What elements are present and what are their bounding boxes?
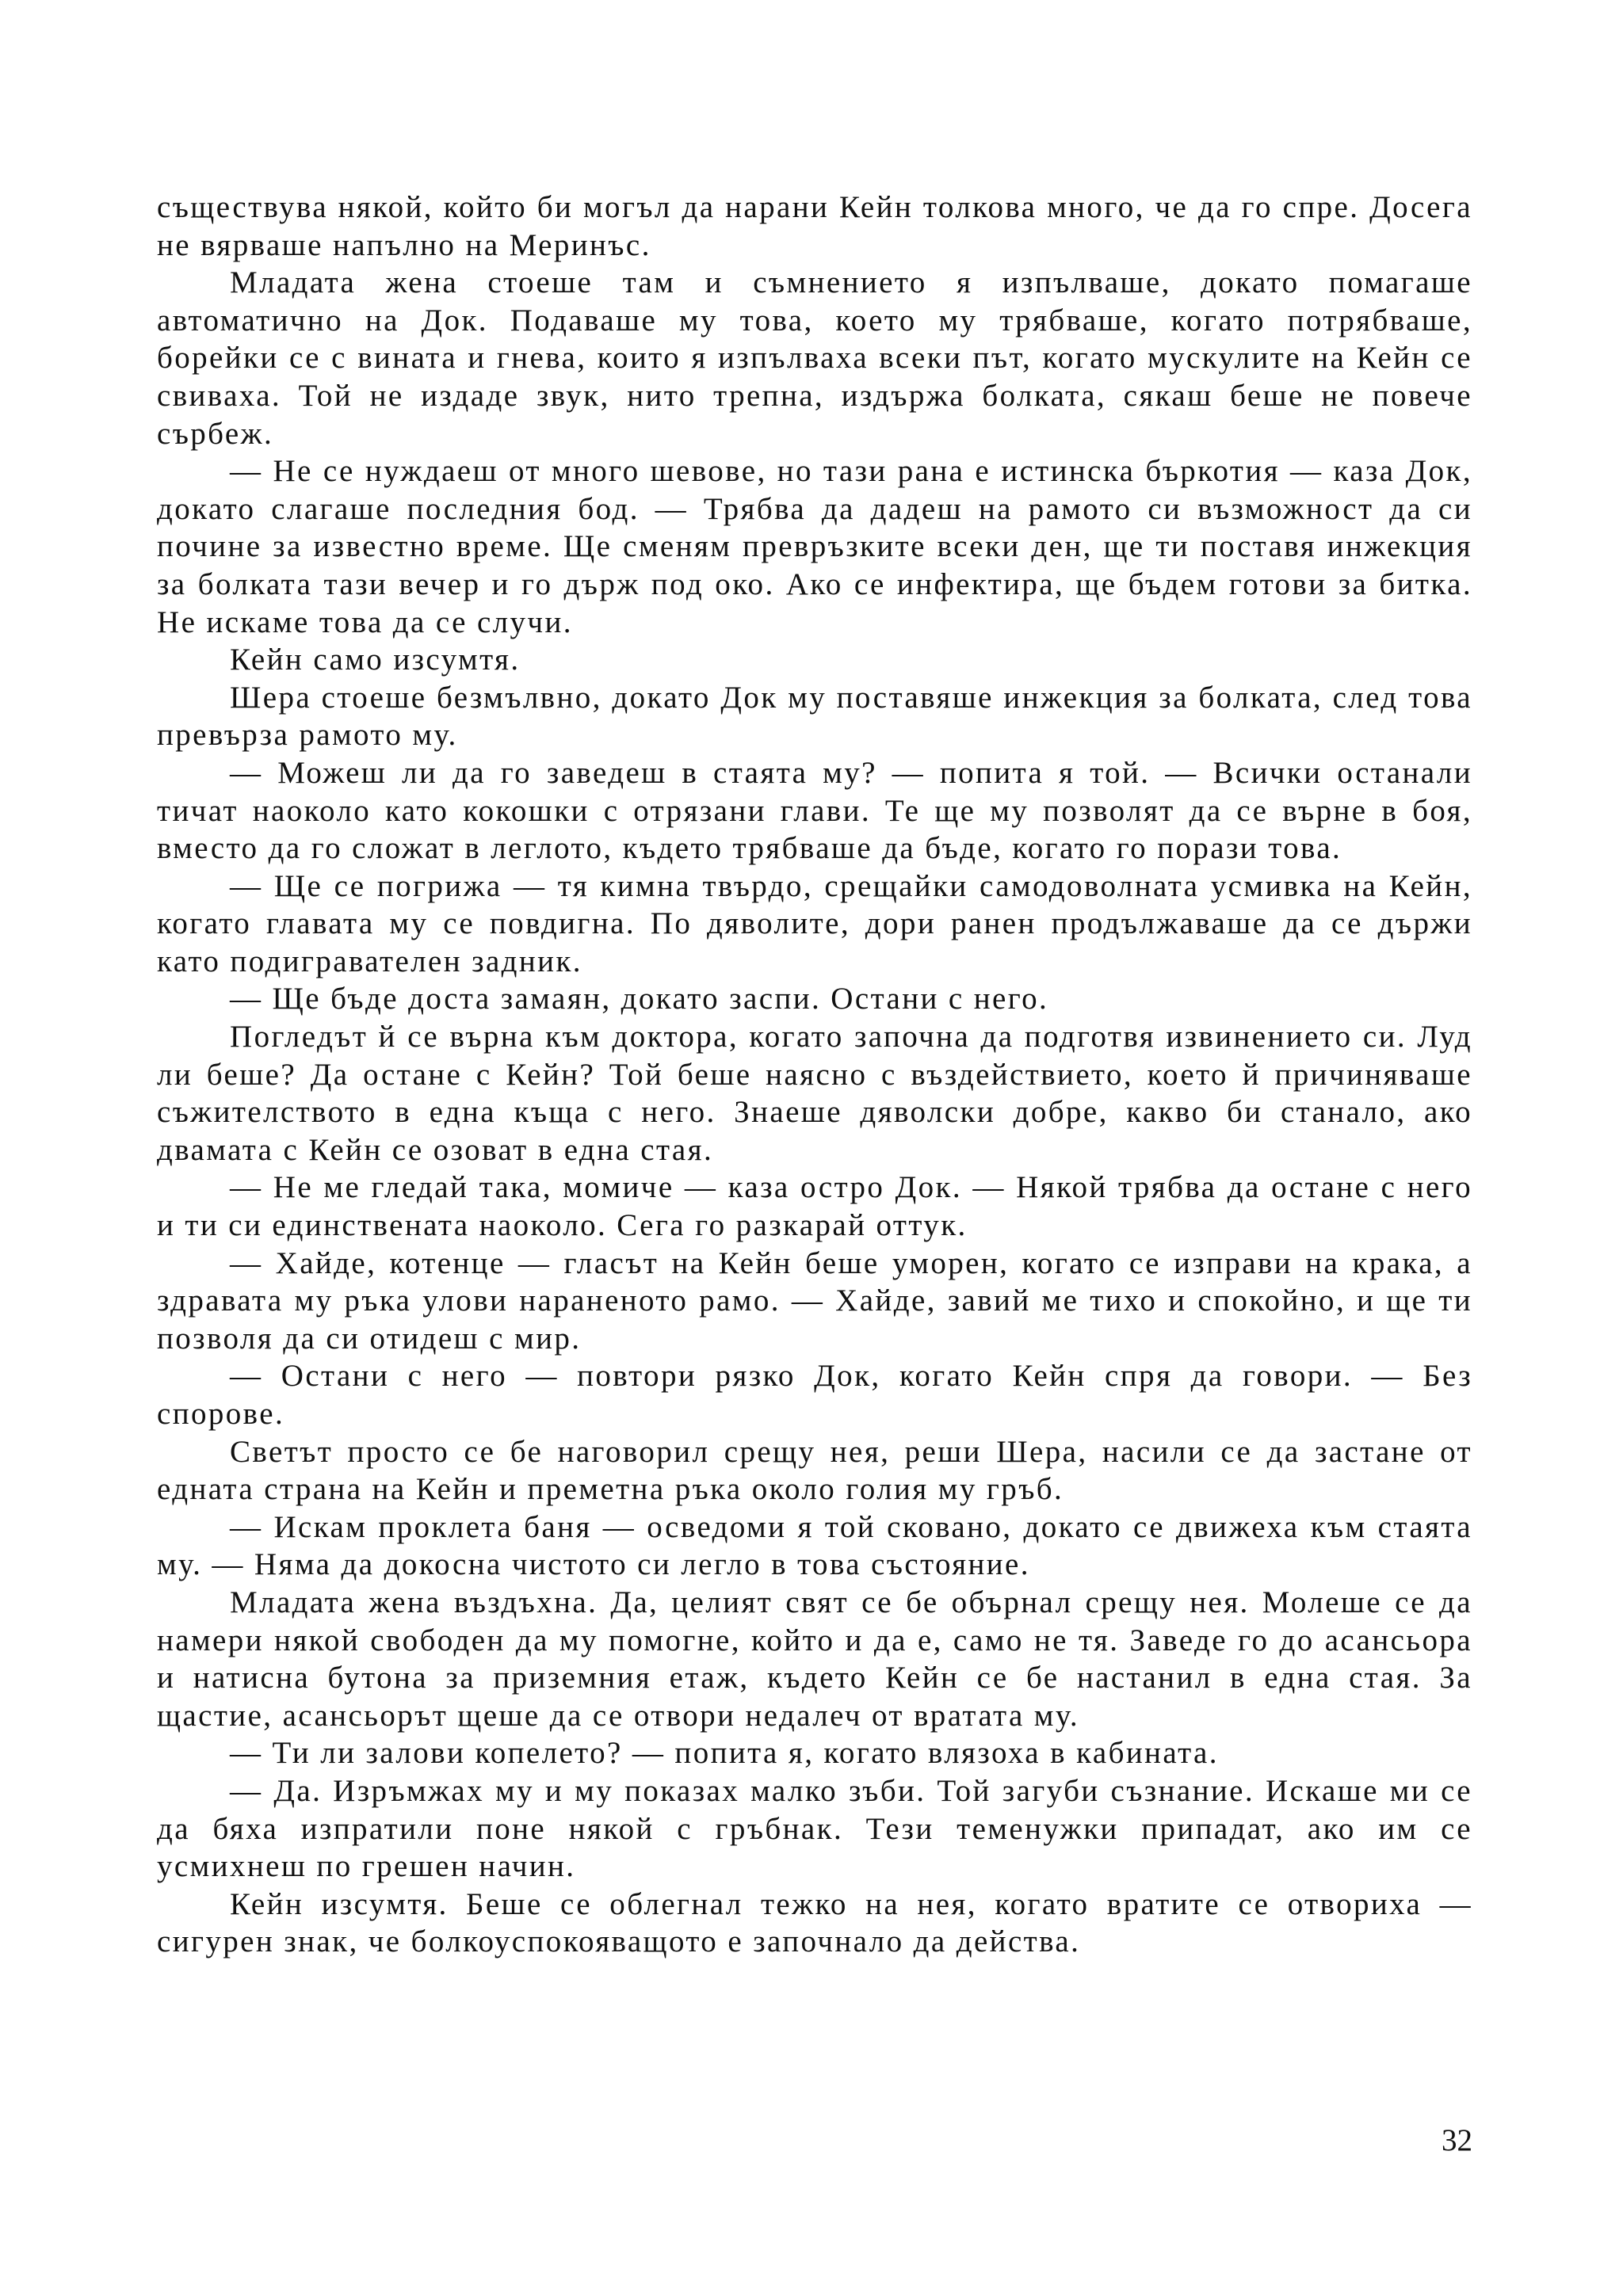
paragraph: Погледът й се върна към доктора, когато започна да подготвя извинението си. Луд ли беше? Да остане с Кейн? Той беше наясно с въздействието, което й причиняваше съжителството в една къща с него. Знаеше дяволски добре, какво би станало, ако двамата с Кейн се озоват в една стая. xyxy=(157,1020,1472,1167)
paragraph: — Не се нуждаеш от много шевове, но тази рана е истинска бъркотия — каза Док, докато слагаше последния бод. — Трябва да дадеш на рамото си възможност да си почине за известно време. Ще сменям превръзките всеки ден, ще ти поставя инжекция за болката тази вечер и го държ под око. Ако се инфектира, ще бъдем готови за битка. Не искаме това да се случи. xyxy=(157,454,1472,639)
paragraph: — Не ме гледай така, момиче — каза остро Док. — Някой трябва да остане с него и ти си единствената наоколо. Сега го разкарай оттук. xyxy=(157,1170,1472,1243)
paragraph: — Остани с него — повтори рязко Док, когато Кейн спря да говори. — Без спорове. xyxy=(157,1359,1472,1431)
paragraph: — Ще бъде доста замаян, докато заспи. Остани с него. xyxy=(230,982,1049,1016)
paragraph: — Хайде, котенце — гласът на Кейн беше уморен, когато се изправи на крака, а здравата му ръка улови наранeното рамо. — Хайде, завий ме тихо и спокойно, и ще ти позволя да си отидеш с мир. xyxy=(157,1245,1472,1356)
paragraph: Светът просто се бе наговорил срещу нея, реши Шера, насили се да застане от едната страна на Кейн и преметна ръка около голия му гръб. xyxy=(157,1434,1472,1507)
paragraph: Кейн изсумтя. Беше се облегнал тежко на нея, когато вратите се отвориха — сигурен знак, че болкоуспокояващото е започнало да действа. xyxy=(157,1886,1472,1959)
paragraph: Младата жена стоеше там и съмнението я изпълваше, докато помагаше автоматично на Док. Подаваше му това, което му трябваше, когато потрябваше, борейки се с вината и гнева, които я изпълваха всеки път, когато мускулите на Кейн се свиваха. Той не издаде звук, нито трепна, издържа болката, сякаш беше не повече сърбеж. xyxy=(157,265,1472,451)
paragraph: Шера стоеше безмълвно, докато Док му поставяше инжекция за болката, след това превърза рамото му. xyxy=(157,680,1472,753)
paragraph: — Ще се погрижа — тя кимна твърдо, срещайки самодоволната усмивка на Кейн, когато главата му се повдигна. По дяволите, дори ранен продължаваше да се държи като подигравателен задник. xyxy=(157,868,1472,978)
page-number: 32 xyxy=(1442,2123,1472,2157)
paragraph: съществува някой, който би могъл да нарани Кейн толкова много, че да го спре. Досега не вярваше напълно на Меринъс. xyxy=(157,190,1472,262)
paragraph: Кейн само изсумтя. xyxy=(230,643,521,677)
paragraph: — Да. Изръмжах му и му показах малко зъби. Той загуби съзнание. Искаше ми се да бяха изпратили поне някой с гръбнак. Тези теменужки припадат, ако им се усмихнеш по грешен начин. xyxy=(157,1773,1472,1884)
paragraph: — Искам проклета баня — осведоми я той сковано, докато се движеха към стаята му. — Няма да докосна чистото си легло в това състояние. xyxy=(157,1509,1472,1582)
paragraph: — Можеш ли да го заведеш в стаята му? — попита я той. — Всички останали тичат наоколо като кокошки с отрязани глави. Те ще му позволят да се върне в боя, вместо да го сложат в леглото, където трябваше да бъде, когато го порази това. xyxy=(157,755,1472,866)
paragraph: Младата жена въздъхна. Да, целият свят се бе обърнал срещу нея. Молеше се да намери някой свободен да му помогне, който и да е, само не тя. Заведе го до асансьора и натисна бутона за приземния етаж, където Кейн се бе настанил в една стая. За щастие, асансьорът щеше да се отвори недалеч от вратата му. xyxy=(157,1585,1472,1733)
page-body xyxy=(157,189,1472,1961)
paragraph: — Ти ли залови копелето? — попита я, когато влязоха в кабината. xyxy=(230,1736,1219,1771)
